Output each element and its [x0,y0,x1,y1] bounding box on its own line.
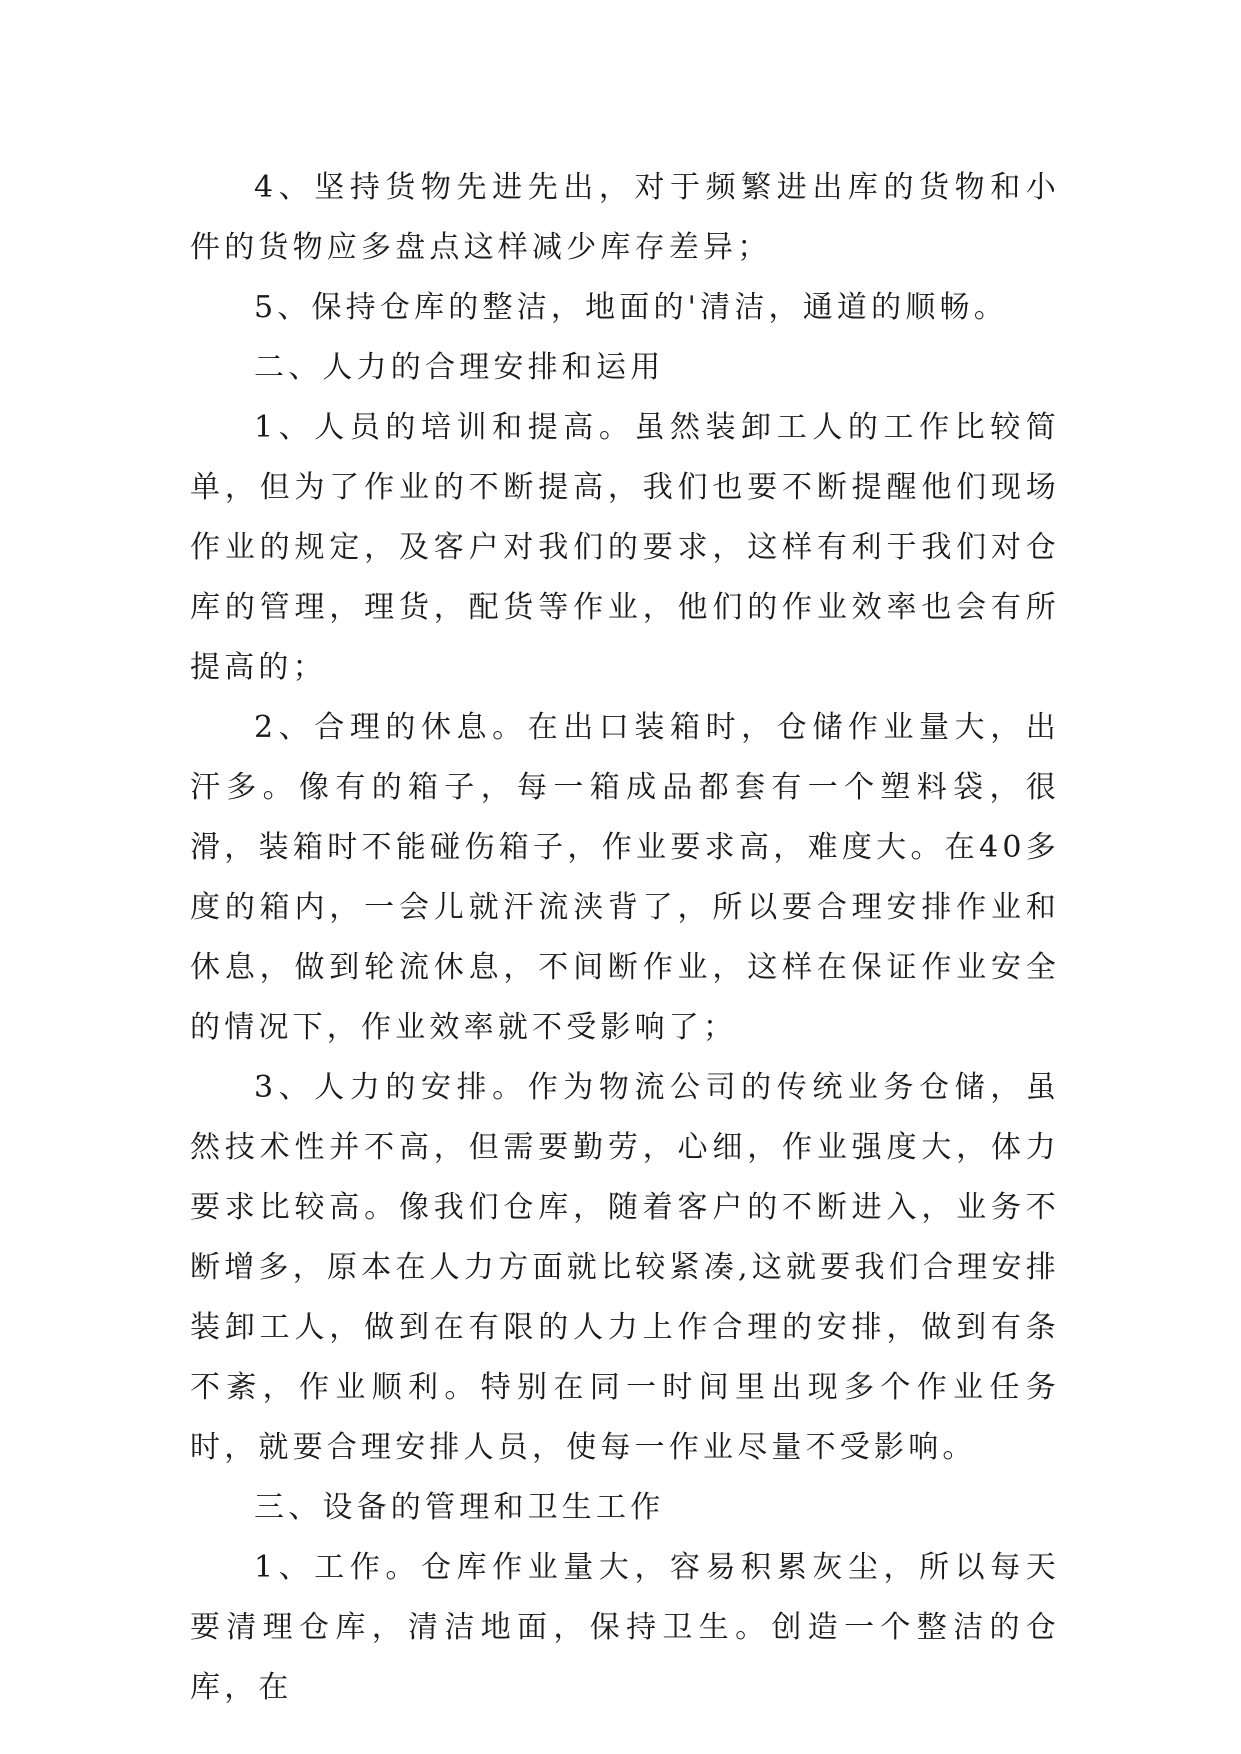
section-heading-3: 三、设备的管理和卫生工作 [254,1490,665,1525]
paragraph-item-5: 5、保持仓库的整洁，地面的'清洁，通道的顺畅。 [254,290,1008,325]
section-heading-2: 二、人力的合理安排和运用 [254,350,665,385]
document-body [190,158,1060,1718]
paragraph-item-4: 4、坚持货物先进先出，对于频繁进出库的货物和小件的货物应多盘点这样减少库存差异； [190,170,1060,265]
paragraph-cleaning-work: 1、工作。仓库作业量大，容易积累灰尘，所以每天要清理仓库，清洁地面，保持卫生。创造一个整洁的仓库，在 [190,1550,1060,1705]
paragraph-manpower-arrangement: 3、人力的安排。作为物流公司的传统业务仓储，虽然技术性并不高，但需要勤劳，心细，作业强度大，体力要求比较高。像我们仓库，随着客户的不断进入，业务不断增多，原本在人力方面就比较紧凑,这就要我们合理安排装卸工人，做到在有限的人力上作合理的安排，做到有条不紊，作业顺利。特别在同一时间里出现多个作业任务时，就要合理安排人员，使每一作业尽量不受影响。 [190,1070,1060,1465]
paragraph-reasonable-rest: 2、合理的休息。在出口装箱时，仓储作业量大，出汗多。像有的箱子，每一箱成品都套有一个塑料袋，很滑，装箱时不能碰伤箱子，作业要求高，难度大。在40多度的箱内，一会儿就汗流浃背了，所以要合理安排作业和休息，做到轮流休息，不间断作业，这样在保证作业安全的情况下，作业效率就不受影响了； [190,710,1060,1045]
paragraph-staff-training: 1、人员的培训和提高。虽然装卸工人的工作比较简单，但为了作业的不断提高，我们也要不断提醒他们现场作业的规定，及客户对我们的要求，这样有利于我们对仓库的管理，理货，配货等作业，他们的作业效率也会有所提高的； [190,410,1060,685]
